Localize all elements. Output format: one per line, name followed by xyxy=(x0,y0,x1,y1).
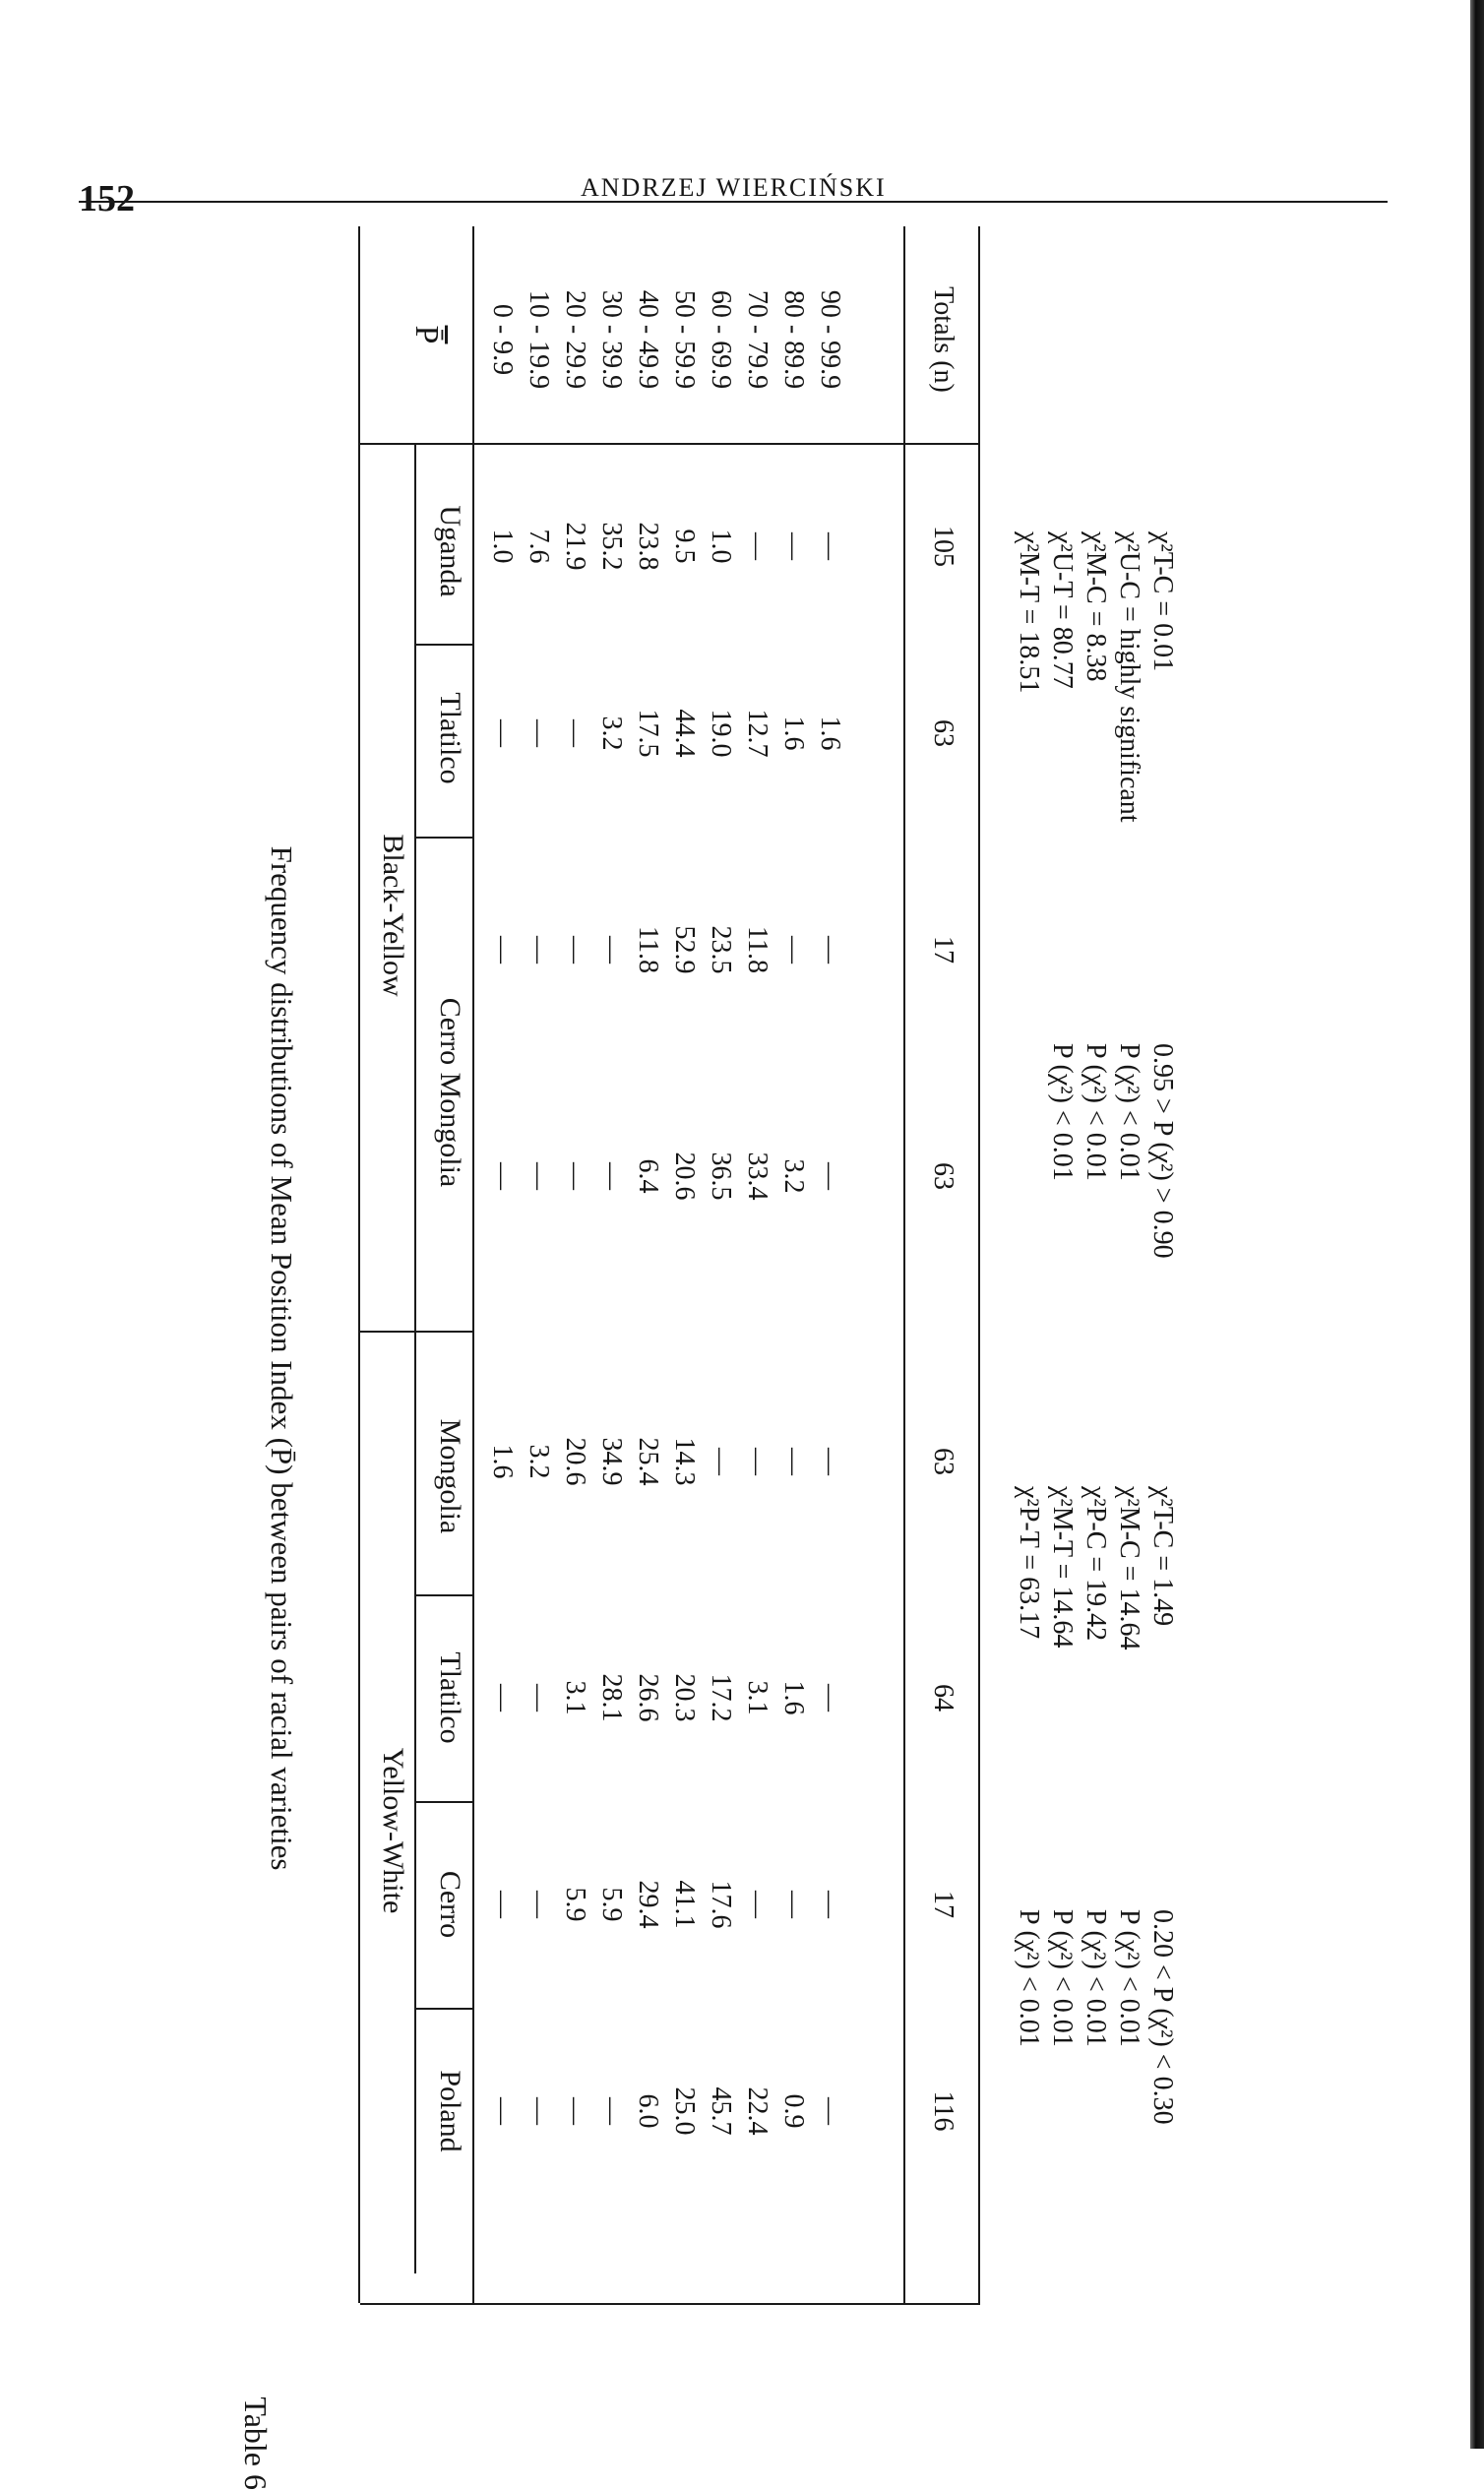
table-cell: 17.6 xyxy=(706,1880,736,1929)
stat-line: P (χ²) < 0.01 xyxy=(1014,1909,1044,2047)
stat-line: P (χ²) < 0.01 xyxy=(1114,1043,1144,1181)
totals-cell: 17 xyxy=(928,936,958,964)
table-cell: — xyxy=(487,2097,518,2125)
table-cell: 17.5 xyxy=(633,709,663,758)
totals-cell: 63 xyxy=(928,1162,958,1190)
table-cell: 29.4 xyxy=(633,1880,663,1929)
column-header: Uganda xyxy=(434,505,466,597)
table-cell: — xyxy=(815,2097,845,2125)
stat-line: P (χ²) < 0.01 xyxy=(1114,1909,1144,2047)
table-cell: 36.5 xyxy=(706,1152,736,1201)
totals-cell: 17 xyxy=(928,1891,958,1918)
table-cell: 11.8 xyxy=(633,926,663,973)
table-cell: 21.9 xyxy=(560,522,590,571)
table-cell: 28.1 xyxy=(596,1673,627,1722)
row-label: 50 - 59.9 xyxy=(669,289,700,390)
table-cell: — xyxy=(524,2097,554,2125)
table-cell: 23.8 xyxy=(633,522,663,571)
table-cell: — xyxy=(706,1448,736,1475)
table-cell: 11.8 xyxy=(742,926,773,973)
table-cell: — xyxy=(487,1891,518,1918)
table-cell: 1.0 xyxy=(706,529,736,564)
table-cell: 1.6 xyxy=(487,1444,518,1479)
rule-bottom xyxy=(978,226,980,2303)
scan-edge xyxy=(1470,0,1484,2449)
table-cell: — xyxy=(524,1891,554,1918)
table-cell: 33.4 xyxy=(742,1152,773,1201)
stat-line: χ²U-C = highly significant xyxy=(1114,531,1144,823)
table-cell: 34.9 xyxy=(596,1437,627,1486)
row-label: 10 - 19.9 xyxy=(524,289,554,390)
table-cell: 19.0 xyxy=(706,709,736,758)
table-cell: — xyxy=(524,936,554,964)
table-cell: — xyxy=(560,2097,590,2125)
totals-cell: 116 xyxy=(928,2090,958,2132)
table-cell: — xyxy=(742,532,773,560)
stat-line: χ²P-C = 19.42 xyxy=(1081,1486,1111,1642)
table-cell: — xyxy=(524,719,554,747)
table-cell: — xyxy=(815,1162,845,1190)
table-cell: 52.9 xyxy=(669,925,700,974)
table-cell: — xyxy=(487,1684,518,1712)
table-cell: 35.2 xyxy=(596,522,627,571)
totals-cell: 105 xyxy=(928,526,958,567)
stat-line: χ²M-T = 18.51 xyxy=(1014,531,1044,694)
table-cell: 22.4 xyxy=(742,2086,773,2136)
row-label: 80 - 89.9 xyxy=(778,289,809,390)
table-cell: 5.9 xyxy=(596,1887,627,1922)
table-cell: — xyxy=(596,2097,627,2125)
table-cell: 1.6 xyxy=(815,716,845,751)
totals-cell: 64 xyxy=(928,1684,958,1712)
stat-line: P (χ²) < 0.01 xyxy=(1047,1909,1078,2047)
column-header: Mongolia xyxy=(434,1418,466,1534)
table-cell: — xyxy=(487,1162,518,1190)
table-cell: — xyxy=(560,936,590,964)
running-head: ANDRZEJ WIERCIŃSKI xyxy=(581,173,887,202)
table-cell: 7.6 xyxy=(524,529,554,564)
rule-col xyxy=(416,837,474,839)
table-cell: 20.6 xyxy=(560,1437,590,1486)
table-cell: — xyxy=(742,1891,773,1918)
stat-line: 0.95 > P (χ²) > 0.90 xyxy=(1147,1043,1178,1259)
table-cell: 1.6 xyxy=(778,716,809,751)
table-cell: — xyxy=(524,1162,554,1190)
table-cell: — xyxy=(487,719,518,747)
rotated-table xyxy=(47,226,1178,2490)
stat-line: 0.20 < P (χ²) < 0.30 xyxy=(1147,1909,1178,2125)
stat-line: χ²T-C = 1.49 xyxy=(1147,1486,1178,1627)
rule-group xyxy=(414,443,416,2273)
row-label: 0 - 9.9 xyxy=(487,303,518,376)
stat-line: χ²P-T = 63.17 xyxy=(1014,1486,1044,1640)
table-cell: 25.4 xyxy=(633,1437,663,1486)
table-cell: 5.9 xyxy=(560,1887,590,1922)
table-cell: 20.6 xyxy=(669,1152,700,1201)
rule-col xyxy=(416,1801,474,1803)
stub-header: P̄ xyxy=(408,325,445,344)
header-rule xyxy=(79,201,1388,203)
table-cell: — xyxy=(487,936,518,964)
stats-black-yellow-p xyxy=(1045,1043,1179,1259)
column-header: Cerro xyxy=(434,1870,466,1939)
table-caption: Frequency distributions of Mean Position Index (P̄) between pairs of racial varieties xyxy=(265,845,299,1871)
table-cell: — xyxy=(815,1448,845,1475)
group-header-black-yellow: Black-Yellow xyxy=(377,834,409,997)
table-cell: 6.4 xyxy=(633,1158,663,1194)
table-cell: — xyxy=(778,1891,809,1918)
rule-totals xyxy=(903,226,905,2303)
table-cell: 9.5 xyxy=(669,529,700,564)
table-cell: 1.0 xyxy=(487,529,518,564)
table-cell: 3.2 xyxy=(778,1158,809,1194)
table-cell: — xyxy=(815,1891,845,1918)
table-cell: 41.1 xyxy=(669,1880,700,1929)
table-cell: — xyxy=(596,1162,627,1190)
rule-col xyxy=(416,1594,474,1596)
table-cell: 20.3 xyxy=(669,1673,700,1722)
table-cell: 3.1 xyxy=(742,1680,773,1715)
table-cell: 12.7 xyxy=(742,709,773,758)
table-cell: 23.5 xyxy=(706,925,736,974)
column-header: Tlatilco xyxy=(434,692,466,784)
row-label: 70 - 79.9 xyxy=(742,289,773,390)
table-cell: 44.4 xyxy=(669,709,700,758)
row-label: 90 - 99.9 xyxy=(815,289,845,390)
stat-line: P (χ²) < 0.01 xyxy=(1081,1043,1111,1181)
stat-line: P (χ²) < 0.01 xyxy=(1047,1043,1078,1181)
table-number: Table 6 xyxy=(238,2397,274,2490)
table-cell: — xyxy=(815,936,845,964)
table-cell: — xyxy=(778,1448,809,1475)
rule-stub-right xyxy=(360,2303,980,2305)
column-header: Tlatilco xyxy=(434,1651,466,1744)
table-cell: 1.6 xyxy=(778,1680,809,1715)
column-header: Cerro Mongolia xyxy=(434,997,466,1188)
table-cell: 3.2 xyxy=(524,1444,554,1479)
stats-yellow-white-p xyxy=(1012,1909,1179,2125)
table-cell: — xyxy=(815,532,845,560)
table-cell: — xyxy=(778,936,809,964)
table-cell: — xyxy=(596,936,627,964)
table-cell: 25.0 xyxy=(669,2086,700,2136)
row-label: 60 - 69.9 xyxy=(706,289,736,390)
table-cell: 14.3 xyxy=(669,1437,700,1486)
rule-col xyxy=(416,2008,474,2010)
table-cell: 6.0 xyxy=(633,2093,663,2129)
table-cell: — xyxy=(778,532,809,560)
table-cell: — xyxy=(560,1162,590,1190)
table-cell: 17.2 xyxy=(706,1673,736,1722)
table-cell: 3.2 xyxy=(596,716,627,751)
totals-cell: 63 xyxy=(928,1448,958,1475)
rule-header xyxy=(472,226,474,2303)
rule-col xyxy=(416,644,474,646)
stat-line: χ²M-C = 14.64 xyxy=(1114,1486,1144,1650)
stat-line: χ²T-C = 0.01 xyxy=(1147,531,1178,672)
table-cell: — xyxy=(742,1448,773,1475)
table-cell: — xyxy=(524,1684,554,1712)
group-header-yellow-white: Yellow-White xyxy=(377,1747,409,1914)
row-label: 20 - 29.9 xyxy=(560,289,590,390)
totals-label: Totals (n) xyxy=(928,286,958,393)
rule-group-divider xyxy=(360,1331,474,1333)
table-cell: 26.6 xyxy=(633,1673,663,1722)
stat-line: χ²M-C = 8.38 xyxy=(1081,531,1111,682)
page-number: 152 xyxy=(79,178,135,219)
stats-yellow-white-chi xyxy=(1012,1486,1179,1650)
row-label: 30 - 39.9 xyxy=(596,289,627,390)
table-cell: 3.1 xyxy=(560,1680,590,1715)
table-cell: 45.7 xyxy=(706,2086,736,2136)
row-label: 40 - 49.9 xyxy=(633,289,663,390)
stat-line: χ²M-T = 14.64 xyxy=(1047,1486,1078,1649)
rule-top xyxy=(358,226,360,2303)
stat-line: χ²U-T = 80.77 xyxy=(1047,531,1078,689)
stat-line: P (χ²) < 0.01 xyxy=(1081,1909,1111,2047)
table-cell: — xyxy=(560,719,590,747)
column-header: Poland xyxy=(434,2070,466,2152)
table-cell: — xyxy=(815,1684,845,1712)
stats-black-yellow-chi xyxy=(1012,531,1179,823)
totals-cell: 63 xyxy=(928,719,958,747)
table-cell: 0.9 xyxy=(778,2093,809,2129)
